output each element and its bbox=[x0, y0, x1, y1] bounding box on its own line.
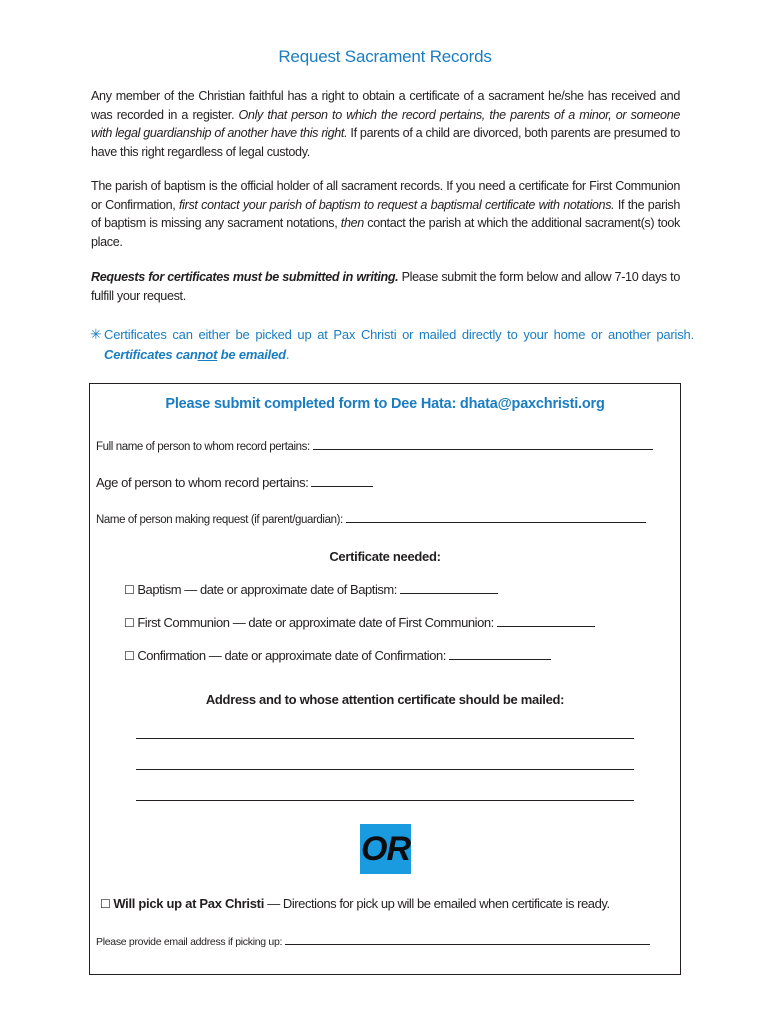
paragraph-requests-text: Please submit the form below and allow 7-10 days to fulfill your request. bbox=[91, 270, 680, 303]
paragraph-parish-text-2: If the parish of baptism is missing any sacrament notations, bbox=[91, 197, 681, 231]
full-name-field[interactable] bbox=[96, 439, 653, 453]
option-baptism-name: Baptism bbox=[137, 582, 182, 597]
paragraph-rights-italic: Only that person to which the record pertains, the parents of a minor, or someone with legal guardianship of another have this right. bbox=[91, 107, 680, 141]
option-first-communion[interactable] bbox=[124, 615, 595, 630]
pickup-mail-note bbox=[90, 324, 694, 365]
asterisk-icon: ✳ bbox=[90, 326, 102, 342]
paragraph-requests bbox=[91, 268, 680, 305]
confirmation-date-blank[interactable] bbox=[449, 649, 551, 660]
checkbox-icon[interactable]: ☐ bbox=[124, 583, 135, 597]
requester-blank[interactable] bbox=[346, 512, 646, 523]
pickup-email-blank[interactable] bbox=[285, 934, 650, 945]
option-confirmation-name: Confirmation bbox=[137, 648, 206, 663]
option-baptism[interactable] bbox=[124, 582, 498, 597]
paragraph-rights-text-1: Any member of the Christian faithful has a right to obtain a certificate of a sacrament he/she has received and was recorded in a register. bbox=[91, 89, 680, 122]
option-confirmation[interactable] bbox=[124, 648, 551, 663]
paragraph-rights-text-2: If parents of a child are divorced, both parents are presumed to have this right regardless of legal custody. bbox=[91, 126, 680, 159]
address-line[interactable] bbox=[136, 799, 634, 801]
pickup-email-field[interactable] bbox=[96, 934, 650, 948]
note-bold bbox=[104, 347, 286, 362]
first-communion-date-blank[interactable] bbox=[497, 616, 595, 627]
paragraph-requests-bold: Requests for certificates must be submitted in writing. bbox=[91, 270, 399, 284]
request-form bbox=[89, 383, 681, 975]
address-line[interactable] bbox=[136, 768, 634, 770]
or-badge: OR bbox=[360, 824, 411, 874]
form-heading: Please submit completed form to Dee Hata: dhata@paxchristi.org bbox=[165, 396, 605, 412]
certificate-heading: Certificate needed: bbox=[329, 549, 441, 564]
age-blank[interactable] bbox=[311, 476, 373, 487]
address-line[interactable] bbox=[136, 737, 634, 739]
pickup-email-label: Please provide email address if picking up: bbox=[96, 936, 283, 948]
page-title: Request Sacrament Records bbox=[278, 47, 492, 66]
paragraph-parish-text-3: contact the parish at which the additional sacrament(s) took place. bbox=[91, 216, 680, 249]
paragraph-parish-italic-1: first contact your parish of baptism to request a baptismal certificate with notations. bbox=[179, 197, 615, 212]
checkbox-icon[interactable]: ☐ bbox=[124, 649, 135, 663]
paragraph-rights bbox=[91, 87, 680, 161]
address-heading: Address and to whose attention certificate should be mailed: bbox=[205, 692, 565, 707]
requester-label: Name of person making request (if parent/guardian): bbox=[96, 514, 343, 526]
age-field[interactable] bbox=[96, 475, 373, 490]
note-bold-underlined: not bbox=[197, 347, 218, 362]
option-baptism-detail: — date or approximate date of Baptism: bbox=[181, 582, 397, 597]
age-label: Age of person to whom record pertains: bbox=[96, 475, 309, 490]
note-text: Certificates can either be picked up at Pax Christi or mailed directly to your home or another parish. bbox=[104, 327, 694, 342]
note-end: . bbox=[285, 347, 290, 362]
paragraph-parish-text-1: The parish of baptism is the official holder of all sacrament records. If you need a certificate for First Communion or Confirmation, bbox=[91, 179, 680, 212]
option-first-communion-name: First Communion bbox=[137, 615, 230, 630]
note-bold-post: be emailed bbox=[217, 347, 286, 362]
option-confirmation-detail: — date or approximate date of Confirmation: bbox=[205, 648, 446, 663]
baptism-date-blank[interactable] bbox=[400, 583, 498, 594]
note-bold-pre: Certificates can bbox=[104, 347, 198, 362]
pickup-bold-label: Will pick up at Pax Christi bbox=[113, 896, 265, 911]
checkbox-icon[interactable]: ☐ bbox=[100, 897, 111, 911]
full-name-label: Full name of person to whom record pertains: bbox=[96, 441, 310, 453]
option-first-communion-detail: — date or approximate date of First Communion: bbox=[229, 615, 494, 630]
pickup-text: — Directions for pick up will be emailed when certificate is ready. bbox=[264, 896, 610, 911]
paragraph-parish bbox=[91, 177, 680, 251]
pickup-option[interactable] bbox=[100, 896, 610, 911]
paragraph-parish-italic-2: then bbox=[340, 216, 364, 231]
checkbox-icon[interactable]: ☐ bbox=[124, 616, 135, 630]
full-name-blank[interactable] bbox=[313, 439, 653, 450]
requester-field[interactable] bbox=[96, 512, 646, 526]
